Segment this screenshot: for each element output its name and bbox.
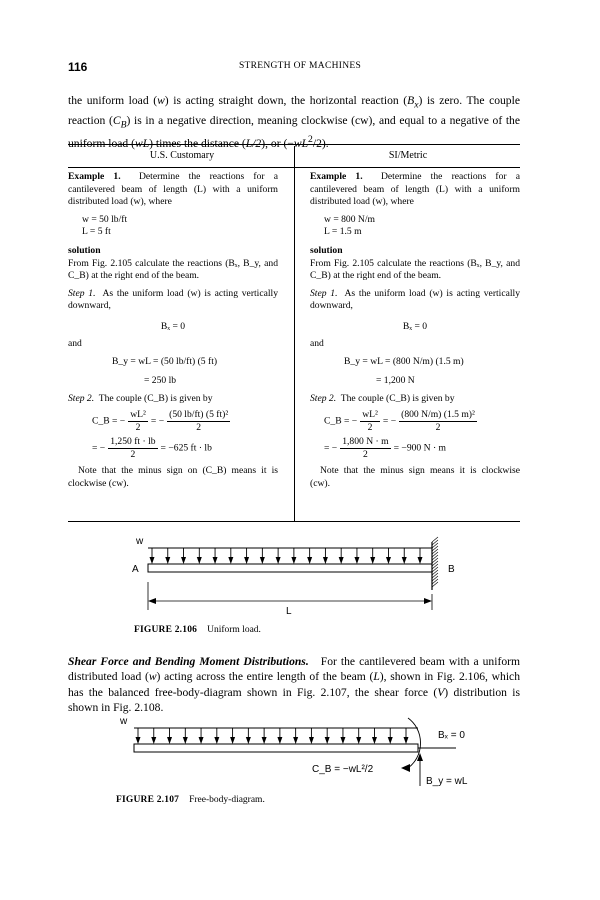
si-solution-label: solution — [310, 244, 343, 256]
intro-l2: L/2 — [245, 137, 262, 151]
us-cb-equation-2 — [92, 436, 278, 461]
us-solution-text: From Fig. 2.105 calculate the reactions (Bₓ, B_y, and C_B) at the right end of the beam. — [68, 257, 278, 282]
si-step1 — [310, 288, 520, 313]
si-given — [324, 214, 520, 239]
si-note: Note that the minus sign means it is clockwise (cw). — [310, 464, 520, 489]
load-arrow-head — [199, 737, 204, 744]
si-cb-frac2 — [399, 409, 477, 434]
wall-hatch-line — [432, 552, 438, 557]
fig107-beam — [134, 744, 418, 752]
us-by-equation: B_y = wL = (50 lb/ft) (5 ft) — [112, 356, 218, 368]
us-by-result: = 250 lb — [144, 374, 177, 386]
us-given-w: w = 50 lb/ft — [82, 213, 128, 225]
intro-text: /2). — [312, 137, 329, 151]
load-arrow-head — [151, 737, 156, 744]
load-arrow-head — [340, 737, 345, 744]
us-example — [68, 171, 278, 209]
fig106-label-l: L — [286, 606, 292, 617]
figure-2-106-caption — [134, 625, 261, 635]
load-arrow-head — [370, 557, 375, 564]
fig106-load-arrows — [150, 548, 423, 564]
load-arrow-head — [293, 737, 298, 744]
si-cb2-num: 1,800 N · m — [342, 435, 389, 447]
para2-text: ) distribution is shown in Fig. 2.108. — [68, 685, 520, 715]
wall-hatch-line — [432, 576, 438, 581]
si-step2-label: Step 2. — [310, 393, 337, 405]
fig107-label-bx: Bₓ = 0 — [438, 730, 465, 741]
si-cb-equation-2 — [324, 436, 520, 461]
wall-hatch-line — [432, 579, 438, 584]
si-cb2-frac — [340, 436, 390, 461]
us-cb2-lhs: = − — [92, 442, 106, 454]
load-arrow-head — [260, 557, 265, 564]
fig106-label-w: w — [136, 536, 144, 547]
wall-hatch-line — [432, 570, 438, 575]
si-cb-den1: 2 — [367, 421, 373, 433]
us-cb-den1: 2 — [135, 421, 141, 433]
fig107-couple-arrowhead — [401, 764, 410, 772]
us-cb-den2: 2 — [196, 421, 202, 433]
fig106-label-a: A — [132, 564, 139, 575]
figure-2-107-caption — [116, 795, 265, 805]
us-cb-lhs: C_B = − — [92, 415, 126, 427]
wall-hatch-line — [432, 540, 438, 545]
fig107-label-w: w — [120, 716, 128, 727]
si-example-label: Example 1. — [310, 171, 363, 182]
us-step2 — [68, 393, 278, 406]
wall-hatch-line — [432, 549, 438, 554]
si-cb-lhs: C_B = − — [324, 415, 358, 427]
load-arrow-head — [167, 737, 172, 744]
si-cb2-result: = −900 N · m — [393, 442, 447, 454]
us-customary-column — [68, 171, 278, 490]
si-example — [310, 171, 520, 209]
intro-wl: wL — [134, 137, 150, 151]
load-arrow-head — [291, 557, 296, 564]
load-arrow-head — [325, 737, 330, 744]
us-cb2-den: 2 — [130, 448, 136, 460]
load-arrow-head — [197, 557, 202, 564]
load-arrow-head — [136, 737, 141, 744]
si-cb-mid: = − — [382, 415, 397, 427]
us-step2-text: The couple (C_B) is given by — [98, 393, 213, 405]
us-cb2-frac — [108, 436, 157, 461]
figure-2-106-diagram — [120, 530, 480, 622]
para2-l: L — [373, 670, 380, 684]
column-header-si: SI/Metric — [388, 150, 428, 161]
load-arrow-head — [183, 737, 188, 744]
load-arrow-head — [354, 557, 359, 564]
fig106-caption-text: Uniform load. — [207, 625, 261, 635]
intro-text: ) times the distance ( — [149, 137, 246, 151]
intro-wl2: wL — [293, 137, 309, 151]
load-arrow-head — [386, 557, 391, 564]
si-cb-num1: wL² — [362, 408, 378, 420]
running-title: STRENGTH OF MACHINES — [238, 61, 362, 71]
figure-2-107-diagram — [112, 710, 502, 792]
column-header-us: U.S. Customary — [149, 150, 215, 161]
si-by-equation: B_y = wL = (800 N/m) (1.5 m) — [344, 356, 464, 368]
wall-hatch-line — [432, 546, 438, 551]
wall-hatch-line — [432, 561, 438, 566]
us-bx-equation: Bₓ = 0 — [160, 320, 186, 332]
load-arrow-head — [372, 737, 377, 744]
fig107-label-by: B_y = wL — [426, 776, 468, 787]
load-arrow-head — [150, 557, 155, 564]
intro-text: ), or (− — [261, 137, 294, 151]
si-cb2-lhs: = − — [324, 442, 338, 454]
load-arrow-head — [388, 737, 393, 744]
us-and: and — [68, 337, 82, 349]
us-step1-text: As the uniform load (w) is acting vertically downward, — [68, 287, 278, 312]
si-given-l: L = 1.5 m — [324, 226, 362, 238]
wall-hatch-line — [432, 555, 438, 560]
load-arrow-head — [356, 737, 361, 744]
table-column-divider — [294, 146, 295, 522]
si-bx-equation: Bₓ = 0 — [402, 320, 428, 332]
fig106-wall — [432, 537, 438, 590]
load-arrow-head — [307, 557, 312, 564]
us-cb-mid: = − — [150, 415, 165, 427]
load-arrow-head — [404, 737, 409, 744]
wall-hatch-line — [432, 567, 438, 572]
us-cb2-result: = −625 ft · lb — [160, 442, 212, 454]
page-number: 116 — [68, 60, 88, 74]
si-step1-label: Step 1. — [310, 287, 338, 299]
wall-hatch-line — [432, 543, 438, 548]
intro-cb: C — [112, 113, 121, 127]
load-arrow-head — [230, 737, 235, 744]
si-by-result: = 1,200 N — [376, 374, 415, 386]
us-given-l: L = 5 ft — [82, 226, 111, 238]
load-arrow-head — [244, 557, 249, 564]
us-step1 — [68, 288, 278, 313]
fig106-beam — [148, 564, 432, 572]
us-cb-frac2 — [167, 409, 230, 434]
para2-w: w — [148, 670, 157, 684]
si-cb-frac1 — [360, 409, 380, 434]
si-cb2-den: 2 — [363, 448, 368, 460]
us-cb-num1: wL² — [130, 408, 146, 420]
para2-text: ) acting across the entire length of the beam ( — [156, 670, 374, 684]
intro-text: the uniform load ( — [68, 94, 158, 107]
para2-v: V — [437, 685, 445, 699]
intro-paragraph — [68, 93, 520, 152]
si-step2 — [310, 393, 520, 406]
load-arrow-head — [309, 737, 314, 744]
fig106-dim-arrow-right — [424, 598, 432, 604]
wall-hatch-line — [432, 582, 438, 587]
fig107-load-arrows — [136, 728, 409, 744]
si-step2-text: The couple (C_B) is given by — [340, 393, 455, 405]
fig107-caption-text: Free-body-diagram. — [189, 795, 265, 805]
us-example-text: Determine the reactions for a cantilevered beam of length (L) with a uniform distributed load (w), where — [68, 171, 279, 208]
us-cb-equation — [92, 409, 278, 434]
intro-w: w — [157, 94, 165, 107]
si-solution-text: From Fig. 2.105 calculate the reactions (Bₓ, B_y, and C_B) at the right end of the beam. — [310, 257, 520, 282]
us-step2-label: Step 2. — [68, 393, 95, 405]
fig107-label-cb: C_B = −wL²/2 — [312, 764, 374, 775]
load-arrow-head — [277, 737, 282, 744]
us-example-label: Example 1. — [68, 171, 121, 182]
para2-text: ), shown in Fig. 2.106, which has the balanced free-body-diagram shown in Fig. 2.107, the shear force ( — [68, 670, 520, 699]
fig106-label-b: B — [448, 564, 455, 575]
us-cb-num2: (50 lb/ft) (5 ft)² — [169, 408, 229, 420]
para2-text: For the cantilevered beam with a uniform distributed load ( — [68, 655, 520, 684]
load-arrow-head — [181, 557, 186, 564]
load-arrow-head — [214, 737, 219, 744]
si-cb-num2: (800 N/m) (1.5 m)² — [401, 408, 475, 420]
load-arrow-head — [262, 737, 267, 744]
fig106-dim-arrow-left — [148, 598, 156, 604]
shear-force-paragraph — [68, 654, 520, 716]
si-cb-equation — [324, 409, 520, 434]
load-arrow-head — [213, 557, 218, 564]
intro-text: ) is zero. The couple reaction ( — [68, 94, 520, 127]
us-cb-frac1 — [128, 409, 148, 434]
intro-bx: B — [407, 94, 415, 107]
wall-hatch-line — [432, 573, 438, 578]
table-top-rule — [68, 144, 520, 145]
us-cb2-num: 1,250 ft · lb — [110, 435, 156, 447]
us-note: Note that the minus sign on (C_B) means it is clockwise (cw). — [68, 464, 278, 489]
para2-heading: Shear Force and Bending Moment Distributions. — [68, 655, 309, 668]
intro-bx-sub: x — [414, 99, 419, 111]
si-given-w: w = 800 N/m — [324, 213, 375, 225]
load-arrow-head — [165, 557, 170, 564]
load-arrow-head — [339, 557, 344, 564]
si-example-text: Determine the reactions for a cantilevered beam of length (L) with a uniform distributed load (w), where — [310, 171, 521, 208]
wall-hatch-line — [432, 558, 438, 563]
si-step1-text: As the uniform load (w) is acting vertically downward, — [310, 287, 520, 312]
si-metric-column — [310, 171, 520, 490]
si-cb-den2: 2 — [435, 421, 441, 433]
fig107-caption-label: FIGURE 2.107 — [116, 795, 180, 805]
wall-hatch-line — [432, 564, 438, 569]
load-arrow-head — [323, 557, 328, 564]
load-arrow-head — [228, 557, 233, 564]
us-given — [82, 214, 278, 239]
load-arrow-head — [418, 557, 423, 564]
intro-text: ) is in a negative direction, meaning clockwise (cw), and equal to a negative of the uniform load ( — [68, 113, 520, 151]
us-solution-label: solution — [68, 244, 101, 256]
us-step1-label: Step 1. — [68, 287, 96, 299]
load-arrow-head — [276, 557, 281, 564]
intro-cb-sub: B — [120, 119, 127, 131]
load-arrow-head — [402, 557, 407, 564]
fig106-caption-label: FIGURE 2.106 — [134, 625, 198, 635]
intro-exponent: 2 — [308, 134, 313, 146]
si-and: and — [310, 337, 324, 349]
intro-text: ) is acting straight down, the horizontal reaction ( — [164, 94, 408, 107]
load-arrow-head — [246, 737, 251, 744]
wall-hatch-line — [432, 537, 438, 542]
